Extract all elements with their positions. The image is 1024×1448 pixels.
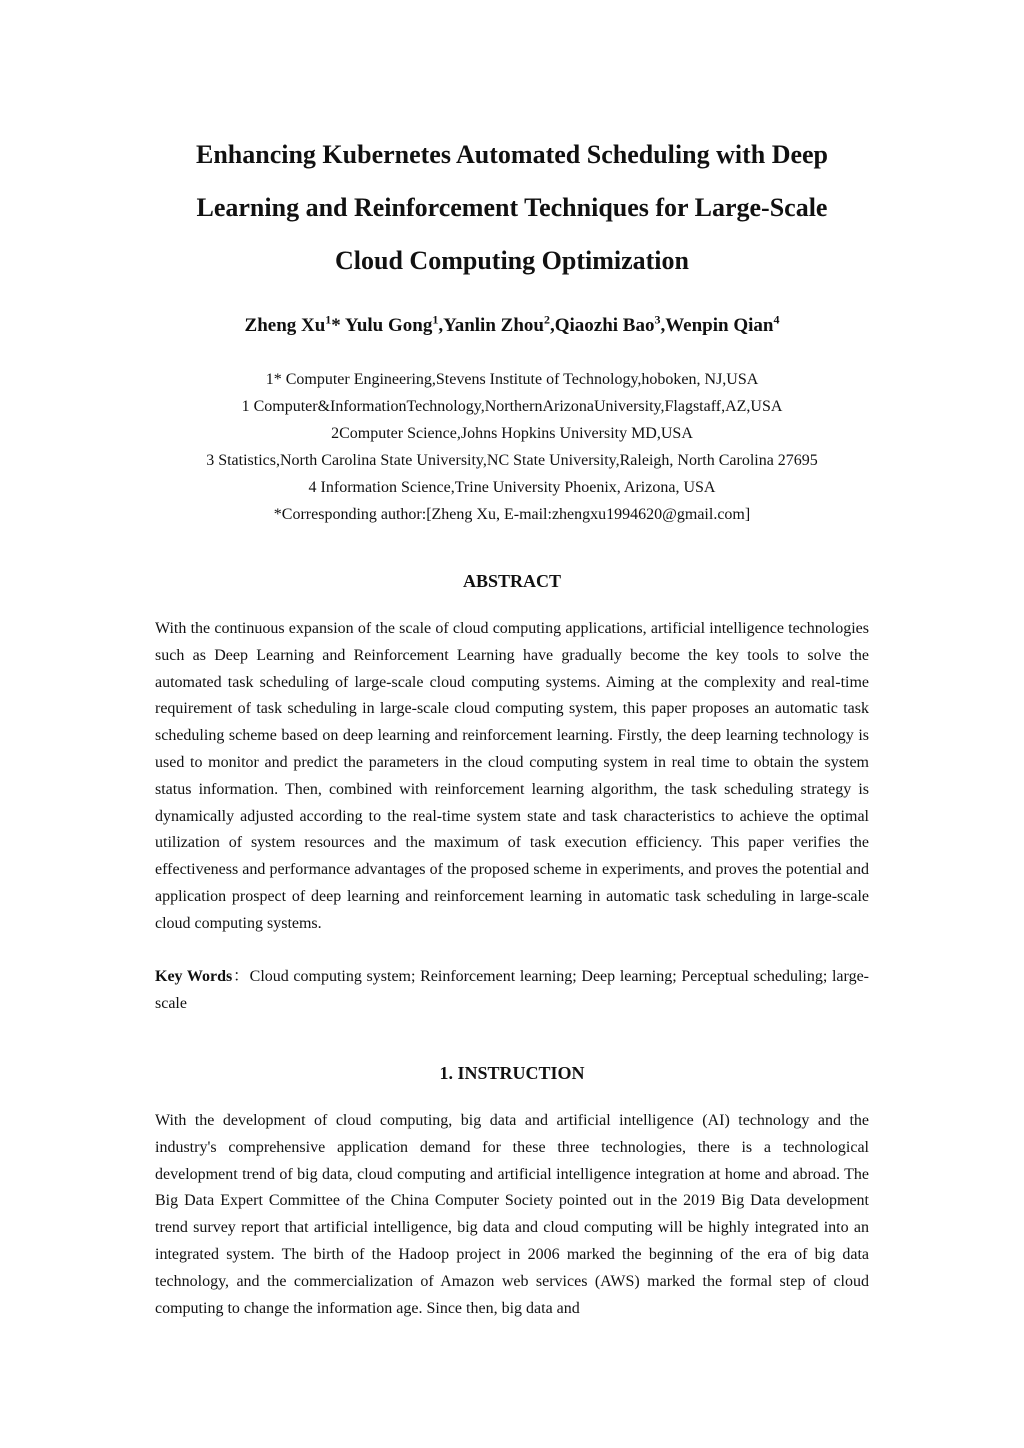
author-separator: , <box>438 315 444 336</box>
affiliation-list <box>120 366 904 528</box>
section-1-heading: 1. INSTRUCTION <box>439 1063 585 1083</box>
keywords <box>155 964 869 1018</box>
author-separator: , <box>660 315 666 336</box>
author-separator: * <box>331 315 345 336</box>
keywords-text: Cloud computing system; Reinforcement learning; Deep learning; Perceptual scheduling; large-scale <box>155 968 869 1012</box>
affiliation-line: 3 Statistics,North Carolina State University,NC State University,Raleigh, North Carolina 27695 <box>206 452 818 469</box>
title-line-1: Enhancing Kubernetes Automated Scheduling with Deep <box>195 140 829 169</box>
section-1-text: With the development of cloud computing, big data and artificial intelligence (AI) technology and the industry's comprehensive application demand for these three technologies, there is a technological development trend of big data, cloud computing and artificial intelligence integration at home and abroad. The Big Data Expert Committee of the China Computer Society pointed out in the 2019 Big Data development trend survey report that artificial intelligence, big data and cloud computing will be highly integrated into an integrated system. The birth of the Hadoop project in 2006 marked the beginning of the era of big data technology, and the commercialization of Amazon web services (AWS) marked the formal step of cloud computing to change the information age. Since then, big data and <box>155 1112 869 1317</box>
affiliation-line: 1 Computer&InformationTechnology,NorthernArizonaUniversity,Flagstaff,AZ,USA <box>241 398 783 415</box>
title-line-3: Cloud Computing Optimization <box>335 246 689 275</box>
author-mark: 2 <box>543 312 550 327</box>
keywords-separator: ： <box>232 968 250 985</box>
abstract-text: With the continuous expansion of the scale of cloud computing applications, artificial intelligence technologies such as Deep Learning and Reinforcement Learning have gradually become the key tools to solve the automated task scheduling of large-scale cloud computing systems. Aiming at the complexity and real-time requirement of task scheduling in large-scale cloud computing system, this paper proposes an automatic task scheduling scheme based on deep learning and reinforcement learning. Firstly, the deep learning technology is used to monitor and predict the parameters in the cloud computing system in real time to obtain the system status information. Then, combined with reinforcement learning algorithm, the task scheduling strategy is dynamically adjusted according to the real-time system state and task characteristics to achieve the optimal utilization of system resources and the maximum of task execution efficiency. This paper verifies the effectiveness and performance advantages of the proposed scheme in experiments, and proves the potential and application prospect of deep learning and reinforcement learning in automatic task scheduling in large-scale cloud computing systems. <box>155 620 869 932</box>
abstract-heading: ABSTRACT <box>462 571 562 591</box>
author-name: Yulu Gong <box>344 315 433 336</box>
paper-title <box>120 128 904 287</box>
author-mark: 4 <box>773 312 780 327</box>
affiliation-line: 4 Information Science,Trine University Phoenix, Arizona, USA <box>308 479 716 496</box>
author-name: Zheng Xu <box>244 315 326 336</box>
affiliation-line: 2Computer Science,Johns Hopkins University MD,USA <box>331 425 693 442</box>
corresponding-author: *Corresponding author:[Zheng Xu, E-mail:zhengxu1994620@gmail.com] <box>273 506 751 523</box>
author-name: Qiaozhi Bao <box>554 315 655 336</box>
author-mark: 3 <box>654 312 661 327</box>
author-list <box>120 312 904 340</box>
keywords-label: Key Words <box>155 968 233 985</box>
author-mark: 1 <box>432 312 439 327</box>
author-mark: 1 <box>325 312 332 327</box>
affiliation-line: 1* Computer Engineering,Stevens Institute of Technology,hoboken, NJ,USA <box>265 371 759 388</box>
title-line-2: Learning and Reinforcement Techniques for Large-Scale <box>196 193 828 222</box>
author-name: Yanlin Zhou <box>443 315 544 336</box>
author-name: Wenpin Qian <box>665 315 774 336</box>
author-separator: , <box>549 315 555 336</box>
